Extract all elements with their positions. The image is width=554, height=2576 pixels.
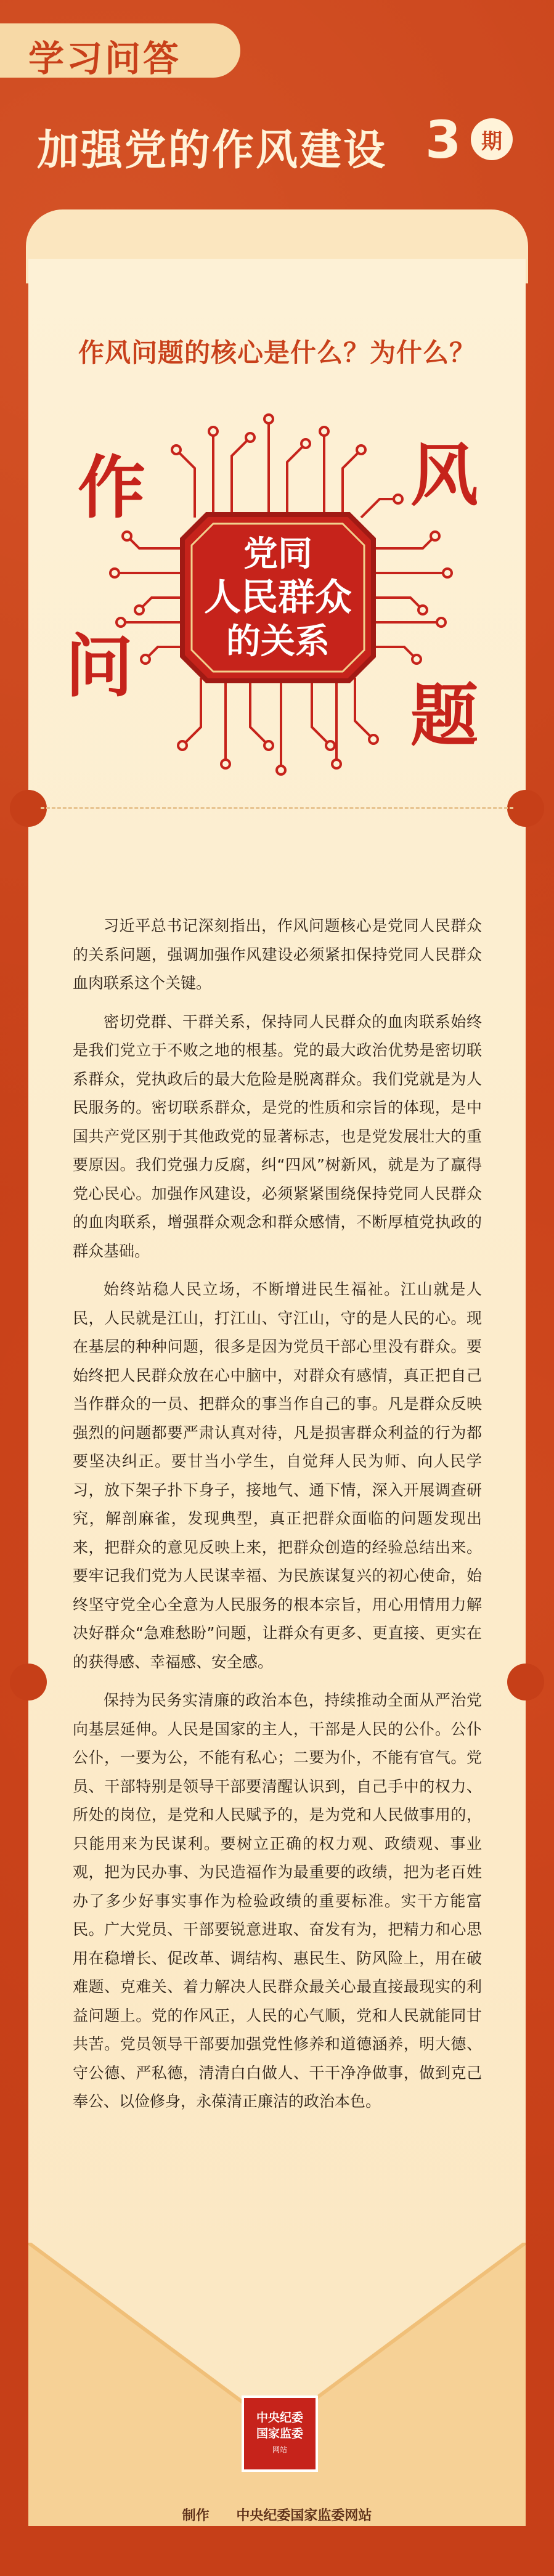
center-text-line-1: 党同 [243, 534, 312, 574]
seal-line-3: 网站 [272, 2445, 287, 2454]
seal-line-1: 中央纪委 [256, 2411, 303, 2424]
corner-char-ti: 题 [410, 676, 478, 755]
article-body [73, 912, 482, 2116]
issue-number: 3 [425, 110, 462, 170]
issue-badge [425, 110, 530, 169]
credit-org: 中央纪委国家监委网站 [236, 2508, 372, 2524]
paper-notch-right-2 [507, 1664, 544, 1700]
section-divider [41, 807, 513, 809]
header-tag-text: 学习问答 [28, 38, 182, 79]
page-title: 加强党的作风建设 [37, 126, 388, 175]
site-seal [242, 2395, 318, 2472]
credit-label: 制作 [182, 2508, 210, 2524]
paragraph-3: 始终站稳人民立场，不断增进民生福祉。江山就是人民，人民就是江山，打江山、守江山，守的是人民的心。现在基层的种种问题，很多是因为党员干部心里没有群众。要始终把人民群众放在心中脑中，对群众有感情，真正把自己当作群众的一员、把群众的事当作自己的事。凡是群众反映强烈的问题都要严肃认真对待，凡是损害群众利益的行为都要坚决纠正。要甘当小学生，自觉拜人民为师、向人民学习，放下架子扑下身子，接地气、通下情，深入开展调查研究，解剖麻雀，发现典型，真正把群众面临的问题发现出来，把群众的意见反映上来，把群众创造的经验总结出来。要牢记我们党为人民谋幸福、为民族谋复兴的初心使命，始终坚守党全心全意为人民服务的根本宗旨，用心用情用力解决好群众“急难愁盼”问题，让群众有更多、更直接、更实在的获得感、幸福感、安全感。 [73, 1280, 482, 1671]
corner-char-wen: 问 [65, 627, 133, 706]
envelope-flap [28, 2243, 526, 2526]
seal-line-2: 国家监委 [256, 2427, 303, 2440]
center-text-line-2: 人民群众 [204, 576, 352, 619]
paragraph-4: 保持为民务实清廉的政治本色，持续推动全面从严治党向基层延伸。人民是国家的主人，干部是人民的公仆。公仆公仆，一要为公，不能有私心；二要为仆，不能有官气。党员、干部特别是领导干部要清醒认识到，自己手中的权力、所处的岗位，是党和人民赋予的，是为党和人民做事用的，只能用来为民谋利。要树立正确的权力观、政绩观、事业观，把为民办事、为民造福作为最重要的政绩，把为老百姓办了多少好事实事作为检验政绩的重要标准。实干方能富民。广大党员、干部要锐意进取、奋发有为，把精力和心思用在稳增长、促改革、调结构、惠民生、防风险上，用在破难题、克难关、着力解决人民群众最关心最直接最现实的利益问题上。党的作风正，人民的心气顺，党和人民就能同甘共苦。党员领导干部要加强党性修养和道德涵养，明大德、守公德、严私德，清清白白做人、干干净净做事，做到克己奉公、以俭修身，永葆清正廉洁的政治本色。 [73, 1691, 482, 2110]
paper-notch-left-2 [10, 1664, 47, 1700]
illustration [65, 394, 489, 789]
corner-char-zuo: 作 [78, 448, 145, 527]
question-heading: 作风问题的核心是什么？为什么？ [78, 338, 476, 368]
paragraph-2: 密切党群、干群关系，保持同人民群众的血肉联系始终是我们党立于不败之地的根基。党的最大政治优势是密切联系群众，党执政后的最大危险是脱离群众。我们党就是为人民服务的。密切联系群众，是党的性质和宗旨的体现，是中国共产党区别于其他政党的显著标志，也是党发展壮大的重要原因。我们党强力反腐，纠“四风”树新风，就是为了赢得党心民心。加强作风建设，必须紧紧围绕保持党同人民群众的血肉联系，增强群众观念和群众感情，不断厚植党执政的群众基础。 [73, 1012, 482, 1260]
issue-unit: 期 [471, 118, 513, 160]
center-text-line-3: 的关系 [226, 621, 330, 662]
corner-char-feng: 风 [410, 436, 478, 515]
paragraph-1: 习近平总书记深刻指出，作风问题核心是党同人民群众的关系问题，强调加强作风建设必须紧扣保持党同人民群众血肉联系这个关键。 [73, 917, 482, 992]
credit-line [28, 2505, 526, 2524]
